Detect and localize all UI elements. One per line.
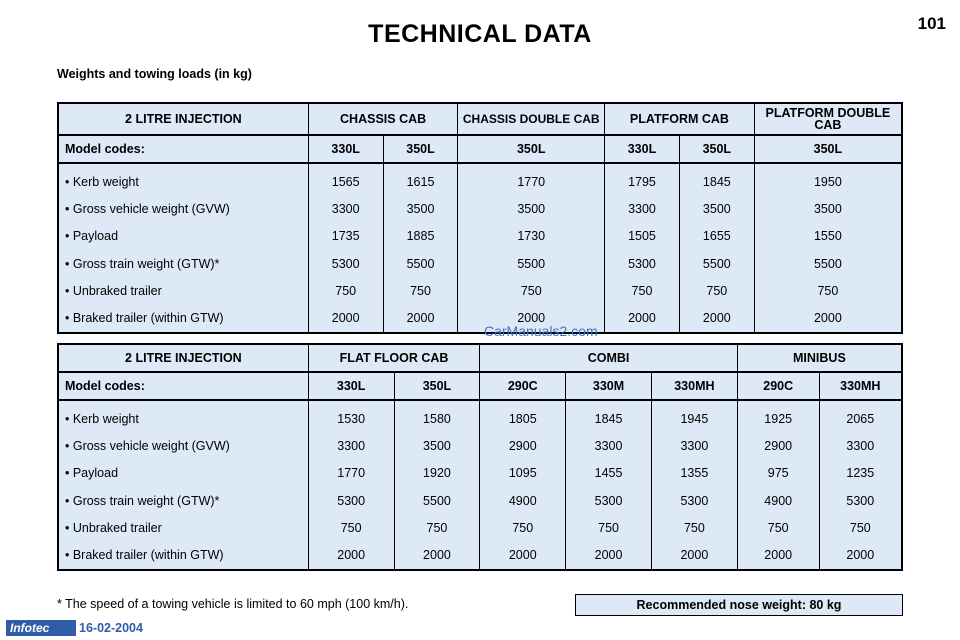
- table-cell: 2000: [819, 541, 902, 569]
- table-cell: 1615: [383, 163, 458, 195]
- table-row: [58, 432, 902, 459]
- table-cell: 5500: [679, 250, 754, 277]
- model-code: 350L: [458, 135, 605, 163]
- table-cell: 1530: [308, 400, 394, 432]
- table-cell: 1565: [308, 163, 383, 195]
- table-cell: 5300: [819, 487, 902, 514]
- table-cell: 750: [566, 514, 652, 541]
- table-cell: 2000: [754, 304, 902, 332]
- table-cell: 2900: [737, 432, 819, 459]
- row-label: • Kerb weight: [58, 400, 308, 432]
- table-cell: 1730: [458, 223, 605, 250]
- table-cell: 750: [458, 277, 605, 304]
- table-cell: 3500: [679, 195, 754, 222]
- table-row: [58, 460, 902, 487]
- watermark: CarManuals2.com: [484, 323, 598, 339]
- model-code: 330M: [566, 372, 652, 400]
- table-cell: 2900: [480, 432, 566, 459]
- group-header-combi: COMBI: [480, 344, 737, 372]
- table-cell: 1505: [605, 223, 680, 250]
- table-cell: 2000: [383, 304, 458, 332]
- table-cell: 1920: [394, 460, 480, 487]
- table-cell: 3300: [819, 432, 902, 459]
- table-cell: 5300: [308, 250, 383, 277]
- table-row: [58, 541, 902, 569]
- table-cell: 5300: [308, 487, 394, 514]
- table-cell: 1355: [651, 460, 737, 487]
- table-cell: 1455: [566, 460, 652, 487]
- group-header-minibus: MINIBUS: [737, 344, 902, 372]
- model-code: 330MH: [819, 372, 902, 400]
- row-label: • Gross train weight (GTW)*: [58, 487, 308, 514]
- row-label: • Braked trailer (within GTW): [58, 541, 308, 569]
- model-code: 350L: [679, 135, 754, 163]
- table-cell: 2000: [605, 304, 680, 332]
- nose-weight-box: Recommended nose weight: 80 kg: [575, 594, 903, 616]
- group-header-flat-floor-cab: FLAT FLOOR CAB: [308, 344, 480, 372]
- table-cell: 3300: [651, 432, 737, 459]
- table-row: [58, 277, 902, 304]
- table-cell: 750: [383, 277, 458, 304]
- table-cell: 1735: [308, 223, 383, 250]
- table-body: [58, 163, 902, 333]
- weights-table-1: [57, 102, 903, 334]
- footer-date: 16-02-2004: [79, 621, 143, 635]
- table-cell: 2000: [679, 304, 754, 332]
- table-row: [58, 163, 902, 195]
- table-row: [58, 195, 902, 222]
- model-code: 350L: [383, 135, 458, 163]
- table-cell: 5300: [605, 250, 680, 277]
- model-code: 330L: [605, 135, 680, 163]
- table-cell: 1770: [308, 460, 394, 487]
- group-header-chassis-double-cab: CHASSIS DOUBLE CAB: [458, 103, 605, 135]
- table-cell: 750: [308, 514, 394, 541]
- table-cell: 1235: [819, 460, 902, 487]
- table-cell: 1885: [383, 223, 458, 250]
- table-row: [58, 304, 902, 332]
- section-title: Weights and towing loads (in kg): [57, 67, 252, 81]
- table-row: [58, 250, 902, 277]
- table-cell: 750: [651, 514, 737, 541]
- engine-header: 2 LITRE INJECTION: [58, 103, 308, 135]
- engine-header: 2 LITRE INJECTION: [58, 344, 308, 372]
- table-cell: 3300: [308, 195, 383, 222]
- row-label: • Gross vehicle weight (GVW): [58, 432, 308, 459]
- table-cell: 5500: [458, 250, 605, 277]
- table-cell: 2000: [651, 541, 737, 569]
- table-row: [58, 400, 902, 432]
- model-codes-label: Model codes:: [58, 372, 308, 400]
- table-cell: 3500: [458, 195, 605, 222]
- group-header-platform-double-cab: PLATFORM DOUBLE CAB: [754, 103, 902, 135]
- table-cell: 750: [308, 277, 383, 304]
- table-cell: 1795: [605, 163, 680, 195]
- model-codes-label: Model codes:: [58, 135, 308, 163]
- table-cell: 2000: [308, 541, 394, 569]
- table-cell: 750: [819, 514, 902, 541]
- infotec-logo: Infotec: [6, 620, 76, 636]
- table-cell: 3500: [383, 195, 458, 222]
- row-label: • Braked trailer (within GTW): [58, 304, 308, 332]
- speed-footnote: * The speed of a towing vehicle is limited to 60 mph (100 km/h).: [57, 597, 409, 611]
- group-header-chassis-cab: CHASSIS CAB: [308, 103, 458, 135]
- table-cell: 1950: [754, 163, 902, 195]
- row-label: • Kerb weight: [58, 163, 308, 195]
- table-cell: 750: [605, 277, 680, 304]
- table-cell: 5300: [651, 487, 737, 514]
- group-header-platform-cab: PLATFORM CAB: [605, 103, 755, 135]
- table-cell: 2000: [394, 541, 480, 569]
- table-cell: 2000: [737, 541, 819, 569]
- table-cell: 3300: [605, 195, 680, 222]
- table-cell: 1945: [651, 400, 737, 432]
- table-cell: 5300: [566, 487, 652, 514]
- row-label: • Payload: [58, 460, 308, 487]
- table-cell: 750: [754, 277, 902, 304]
- table-cell: 1095: [480, 460, 566, 487]
- model-code: 330L: [308, 135, 383, 163]
- table-cell: 750: [480, 514, 566, 541]
- table-cell: 1770: [458, 163, 605, 195]
- table-cell: 1580: [394, 400, 480, 432]
- table-cell: 2000: [458, 304, 605, 332]
- table-cell: 3500: [754, 195, 902, 222]
- table-cell: 5500: [754, 250, 902, 277]
- table-cell: 3300: [566, 432, 652, 459]
- table-cell: 1845: [566, 400, 652, 432]
- table-cell: 3500: [394, 432, 480, 459]
- model-code: 330MH: [651, 372, 737, 400]
- table-cell: 975: [737, 460, 819, 487]
- table-cell: 750: [394, 514, 480, 541]
- row-label: • Unbraked trailer: [58, 514, 308, 541]
- model-code: 290C: [480, 372, 566, 400]
- table-cell: 1655: [679, 223, 754, 250]
- table-cell: 2000: [566, 541, 652, 569]
- table-cell: 2065: [819, 400, 902, 432]
- weights-table-2: [57, 343, 903, 571]
- table-cell: 4900: [737, 487, 819, 514]
- table-cell: 750: [737, 514, 819, 541]
- table-cell: 2000: [480, 541, 566, 569]
- table-cell: 1845: [679, 163, 754, 195]
- row-label: • Gross train weight (GTW)*: [58, 250, 308, 277]
- table-cell: 1805: [480, 400, 566, 432]
- page-title: TECHNICAL DATA: [368, 20, 592, 48]
- row-label: • Unbraked trailer: [58, 277, 308, 304]
- model-code: 290C: [737, 372, 819, 400]
- model-code: 330L: [308, 372, 394, 400]
- model-code: 350L: [754, 135, 902, 163]
- table-row: [58, 514, 902, 541]
- table-body: [58, 400, 902, 570]
- page-number: 101: [917, 14, 946, 33]
- row-label: • Payload: [58, 223, 308, 250]
- table-cell: 3300: [308, 432, 394, 459]
- table-cell: 1550: [754, 223, 902, 250]
- table-cell: 5500: [383, 250, 458, 277]
- table-cell: 750: [679, 277, 754, 304]
- table-row: [58, 487, 902, 514]
- table-cell: 2000: [308, 304, 383, 332]
- row-label: • Gross vehicle weight (GVW): [58, 195, 308, 222]
- table-cell: 4900: [480, 487, 566, 514]
- table-cell: 5500: [394, 487, 480, 514]
- model-code: 350L: [394, 372, 480, 400]
- table-cell: 1925: [737, 400, 819, 432]
- table-row: [58, 223, 902, 250]
